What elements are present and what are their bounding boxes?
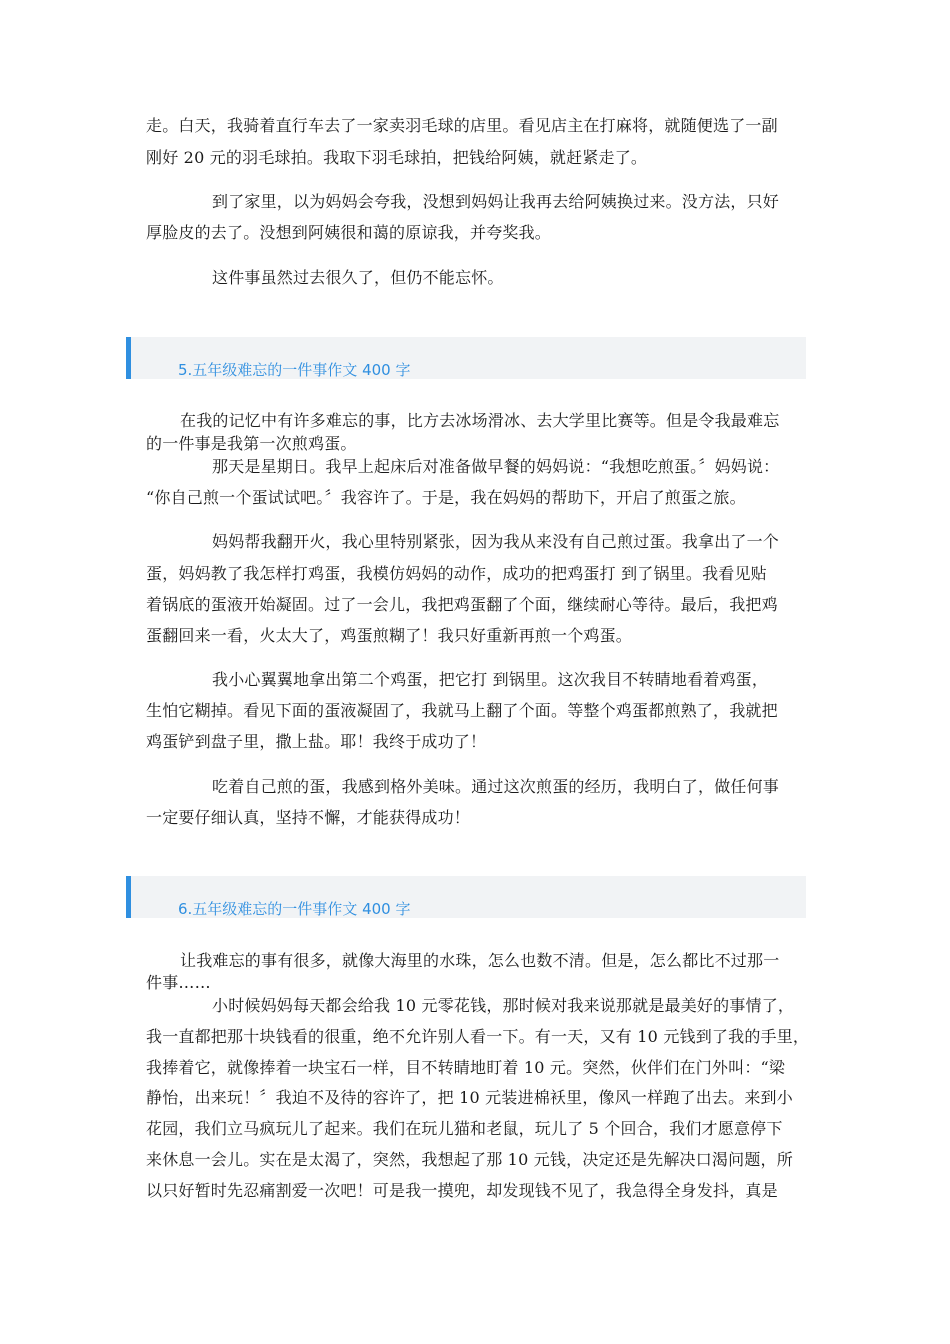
- paragraph-line: 的一件事是我第一次煎鸡蛋。: [146, 434, 357, 453]
- paragraph-line: 到了家里，以为妈妈会夸我，没想到妈妈让我再去给阿姨换过来。没方法，只好: [212, 192, 780, 211]
- paragraph-line: 妈妈帮我翻开火，我心里特别紧张，因为我从来没有自己煎过蛋。我拿出了一个: [212, 532, 780, 551]
- paragraph-line: 蛋翻回来一看，火太大了，鸡蛋煎糊了！我只好重新再煎一个鸡蛋。: [146, 626, 633, 645]
- paragraph-line: 着锅底的蛋液开始凝固。过了一会儿，我把鸡蛋翻了个面，继续耐心等待。最后，我把鸡: [146, 595, 778, 614]
- paragraph-line: 件事……: [146, 973, 211, 992]
- heading-accent-bar: [126, 337, 131, 379]
- paragraph-line: 吃着自己煎的蛋，我感到格外美味。通过这次煎蛋的经历，我明白了，做任何事: [212, 777, 780, 796]
- paragraph-line: 鸡蛋铲到盘子里，撒上盐。耶！我终于成功了！: [146, 732, 487, 751]
- paragraph-line: 我捧着它，就像捧着一块宝石一样，目不转睛地盯着 10 元。突然，伙伴们在门外叫：“梁: [146, 1058, 786, 1077]
- paragraph-line: 我一直都把那十块钱看的很重，绝不允许别人看一下。有一天，又有 10 元钱到了我的手里，: [146, 1027, 810, 1046]
- paragraph-line: 让我难忘的事有很多，就像大海里的水珠，怎么也数不清。但是，怎么都比不过那一: [180, 951, 780, 970]
- section-heading: [126, 337, 806, 379]
- paragraph-line: 刚好 20 元的羽毛球拍。我取下羽毛球拍，把钱给阿姨，就赶紧走了。: [146, 148, 648, 167]
- heading-accent-bar: [126, 876, 131, 918]
- section-title: 5.五年级难忘的一件事作文 400 字: [178, 361, 411, 379]
- paragraph-line: 我小心翼翼地拿出第二个鸡蛋，把它打 到锅里。这次我目不转睛地看着鸡蛋，: [212, 670, 769, 689]
- paragraph-line: 厚脸皮的去了。没想到阿姨很和蔼的原谅我，并夸奖我。: [146, 223, 552, 242]
- paragraph-line: 这件事虽然过去很久了，但仍不能忘怀。: [212, 268, 504, 287]
- paragraph-line: 来休息一会儿。实在是太渴了，突然，我想起了那 10 元钱，决定还是先解决口渴问题，所: [146, 1150, 793, 1169]
- paragraph-line: 静怡，出来玩！〞我迫不及待的容许了，把 10 元装进棉袄里，像风一样跑了出去。来到小: [146, 1088, 793, 1107]
- paragraph-line: 一定要仔细认真，坚持不懈，才能获得成功！: [146, 808, 471, 827]
- paragraph-line: 蛋，妈妈教了我怎样打鸡蛋，我模仿妈妈的动作，成功的把鸡蛋打 到了锅里。我看见贴: [146, 564, 767, 583]
- paragraph-line: 小时候妈妈每天都会给我 10 元零花钱，那时候对我来说那就是最美好的事情了，: [212, 996, 795, 1015]
- section-title: 6.五年级难忘的一件事作文 400 字: [178, 900, 411, 918]
- paragraph-line: 在我的记忆中有许多难忘的事，比方去冰场滑冰、去大学里比赛等。但是令我最难忘: [180, 411, 780, 430]
- paragraph-line: 以只好暂时先忍痛割爱一次吧！可是我一摸兜，却发现钱不见了，我急得全身发抖，真是: [146, 1181, 778, 1200]
- paragraph-line: 花园，我们立马疯玩儿了起来。我们在玩儿猫和老鼠，玩儿了 5 个回合，我们才愿意停下: [146, 1119, 783, 1138]
- paragraph-line: 那天是星期日。我早上起床后对准备做早餐的妈妈说：“我想吃煎蛋。〞妈妈说：: [212, 457, 780, 476]
- section-heading: [126, 876, 806, 918]
- paragraph-line: “你自己煎一个蛋试试吧。〞我容许了。于是，我在妈妈的帮助下，开启了煎蛋之旅。: [146, 488, 746, 507]
- paragraph-line: 走。白天，我骑着直行车去了一家卖羽毛球的店里。看见店主在打麻将，就随便选了一副: [146, 116, 778, 135]
- paragraph-line: 生怕它糊掉。看见下面的蛋液凝固了，我就马上翻了个面。等整个鸡蛋都煎熟了，我就把: [146, 701, 778, 720]
